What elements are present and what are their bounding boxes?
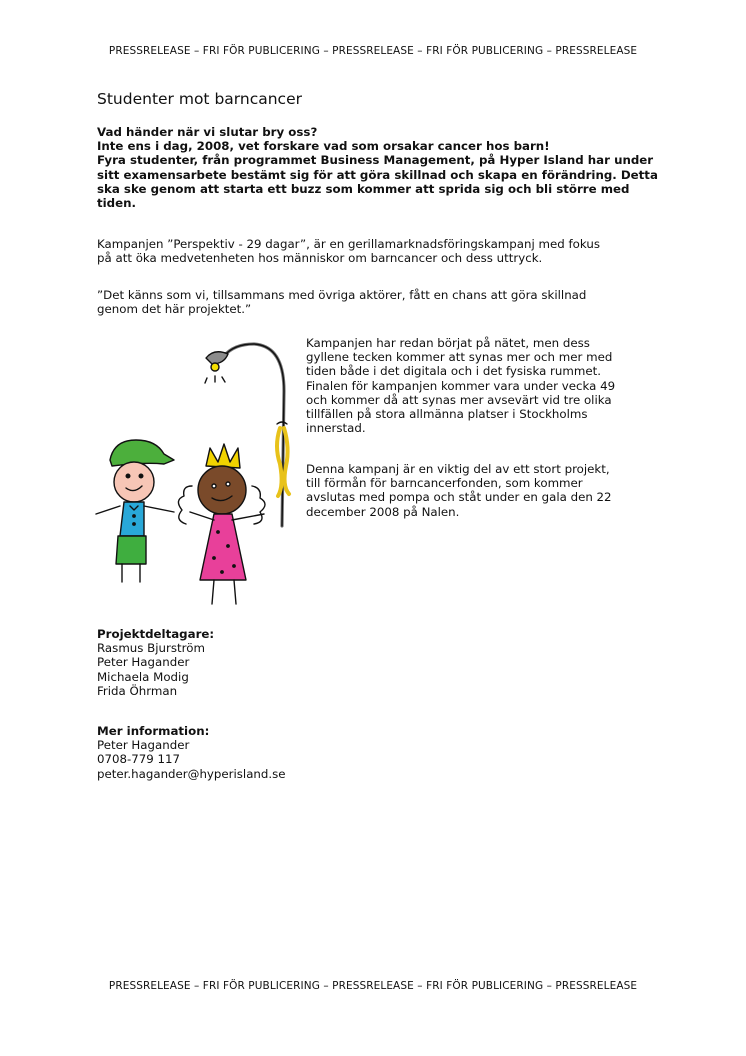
body-line: Finalen för kampanjen kommer vara under vecka 49 <box>306 378 616 393</box>
lead-line: sitt examensarbete bestämt sig för att göra skillnad och skapa en förändring. Detta <box>97 167 658 182</box>
lead-line: Fyra studenter, från programmet Business Management, på Hyper Island har under <box>97 153 654 168</box>
lead-line: Inte ens i dag, 2008, vet forskare vad som orsakar cancer hos barn! <box>97 139 550 154</box>
body-line: avslutas med pompa och ståt under en gala den 22 <box>306 490 612 505</box>
project-paragraph <box>306 462 651 519</box>
participant-name: Michaela Modig <box>97 669 189 684</box>
body-line: Denna kampanj är en viktig del av ett stort projekt, <box>306 462 610 476</box>
participants-section <box>97 627 397 698</box>
quote-line: genom det här projektet.” <box>97 302 252 317</box>
participants-heading: Projektdeltagare: <box>97 627 215 641</box>
body-line: gyllene tecken kommer att synas mer och mer med <box>306 350 613 365</box>
participant-name: Frida Öhrman <box>97 683 178 698</box>
more-info-section <box>97 724 397 781</box>
body-line: Kampanjen har redan börjat på nätet, men dess <box>306 336 590 350</box>
quote-line: ”Det känns som vi, tillsammans med övriga aktörer, fått en chans att göra skillnad <box>97 288 587 302</box>
footer-banner: PRESSRELEASE – FRI FÖR PUBLICERING – PRESSRELEASE – FRI FÖR PUBLICERING – PRESSRELEASE <box>108 980 638 992</box>
quote-paragraph <box>97 288 642 316</box>
contact-name: Peter Hagander <box>97 738 190 753</box>
body-line: till förmån för barncancerfonden, som kommer <box>306 476 583 491</box>
body-line: och kommer då att synas mer avsevärt vid tre olika <box>306 392 612 407</box>
contact-email: peter.hagander@hyperisland.se <box>97 766 286 781</box>
page-title: Studenter mot barncancer <box>97 90 302 108</box>
body-line: på att öka medvetenheten hos människor om barncancer och dess uttryck. <box>97 251 543 266</box>
lead-line: ska ske genom att starta ett buzz som kommer att sprida sig och bli större med <box>97 181 630 196</box>
body-line: innerstad. <box>306 421 366 436</box>
children-with-streetlamp-illustration <box>94 336 304 608</box>
lead-line: tiden. <box>97 196 137 211</box>
participant-name: Rasmus Bjurström <box>97 641 205 656</box>
body-line: tillfällen på stora allmänna platser i Stockholms <box>306 407 588 422</box>
lead-paragraph <box>97 125 658 211</box>
campaign-details-paragraph <box>306 336 651 435</box>
body-line: december 2008 på Nalen. <box>306 504 460 519</box>
participant-name: Peter Hagander <box>97 655 190 670</box>
lead-line: Vad händer när vi slutar bry oss? <box>97 125 318 139</box>
body-line: Kampanjen ”Perspektiv - 29 dagar”, är en gerillamarknadsföringskampanj med fokus <box>97 237 600 251</box>
more-info-heading: Mer information: <box>97 724 210 738</box>
contact-phone: 0708-779 117 <box>97 752 181 767</box>
campaign-paragraph <box>97 237 642 265</box>
body-line: tiden både i det digitala och i det fysiska rummet. <box>306 364 602 379</box>
header-banner: PRESSRELEASE – FRI FÖR PUBLICERING – PRESSRELEASE – FRI FÖR PUBLICERING – PRESSRELEASE <box>108 45 638 57</box>
